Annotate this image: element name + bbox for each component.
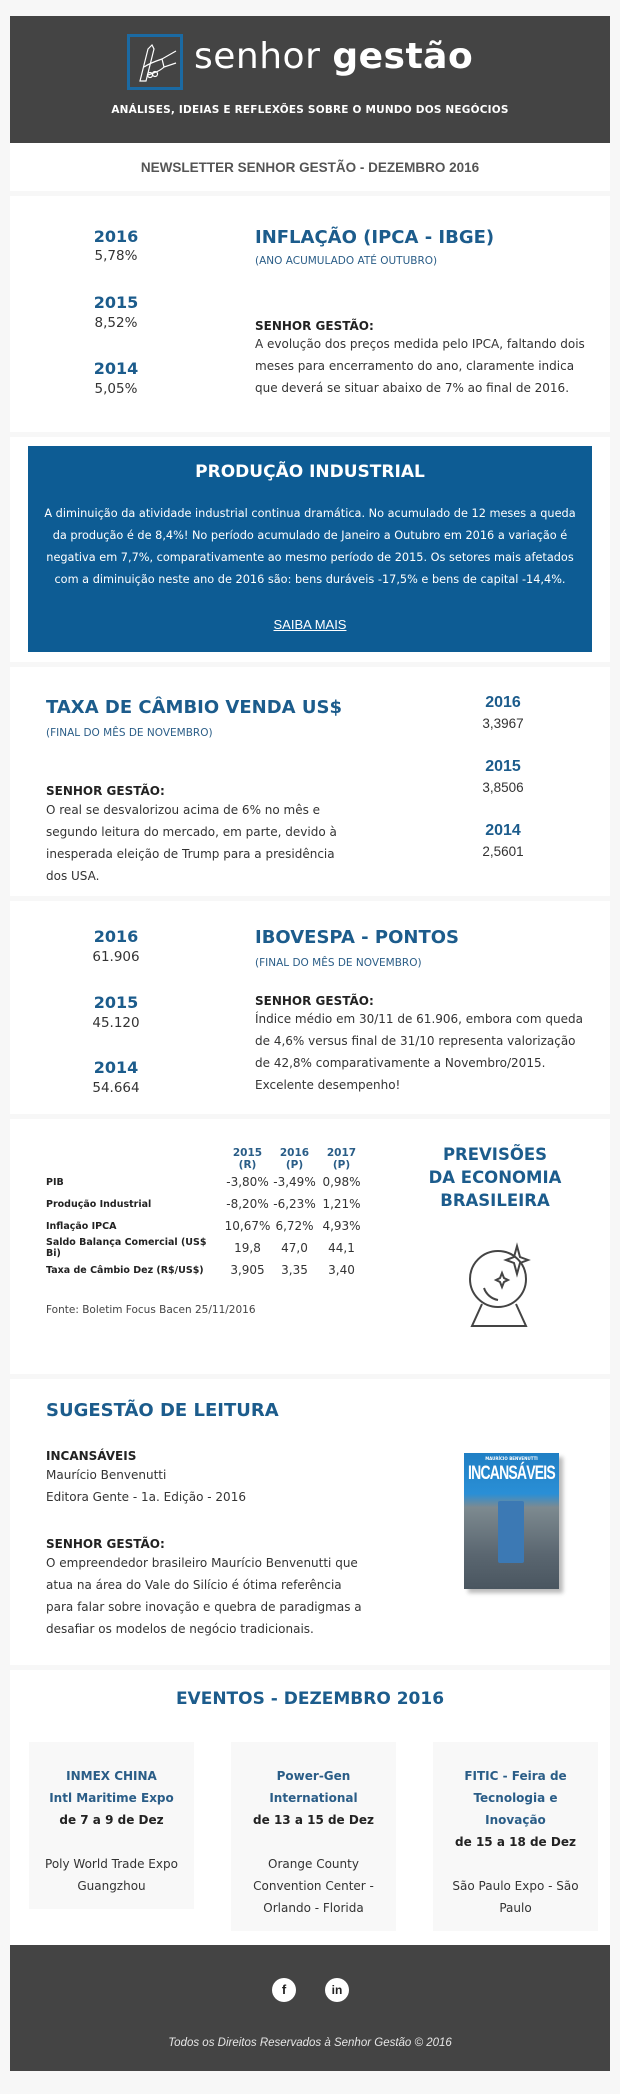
event-name: FITIC - Feira de: [464, 1769, 567, 1783]
forecast-row: [46, 1193, 365, 1215]
ibovespa-year-2016: 2016: [93, 927, 139, 946]
crystal-ball-icon: [468, 1238, 538, 1330]
forecast-title-line: PREVISÕES: [442, 1145, 548, 1164]
forecast-row: [46, 1237, 365, 1259]
forecast-col-header: 2017 (P): [326, 1147, 357, 1171]
forecast-cell: 44,1: [328, 1241, 355, 1255]
inflation-year-2016: 2016: [93, 227, 139, 246]
ibovespa-comment: Índice médio em 30/11 de 61.906, embora com queda de 4,6% versus final de 31/10 representa valorização de 42,8% comparativamente a Novembro/2015. Excelente desempenho!: [255, 1012, 583, 1092]
tagline: ANÁLISES, IDEIAS E REFLEXÕES SOBRE O MUNDO DOS NEGÓCIOS: [111, 104, 509, 116]
book-title: INCANSÁVEIS: [46, 1449, 137, 1463]
logo-wordmark: [194, 36, 473, 77]
footer: [10, 1945, 610, 2071]
forecast-row: [46, 1259, 365, 1281]
event-date: de 15 a 18 de Dez: [455, 1835, 576, 1849]
ibovespa-value-2016: 61.906: [92, 949, 140, 965]
forecast-col-header: 2015 (R): [232, 1147, 263, 1171]
forecast-row: [46, 1215, 365, 1237]
event-name: Inovação: [485, 1813, 546, 1827]
forecast-col-header: 2016 (P): [279, 1147, 310, 1171]
event-location: Orange County: [268, 1857, 359, 1871]
forecast-cell: 47,0: [281, 1241, 308, 1255]
exchange-subtitle: (FINAL DO MÊS DE NOVEMBRO): [46, 727, 213, 739]
book-cover-figure: [498, 1501, 524, 1563]
exchange-comment-label: SENHOR GESTÃO:: [46, 784, 165, 798]
inflation-year-2015: 2015: [93, 293, 139, 312]
ibovespa-year-2015: 2015: [93, 993, 139, 1012]
ibovespa-year-2014: 2014: [93, 1058, 139, 1077]
ibovespa-section: [10, 901, 610, 1114]
event-location: Convention Center -: [253, 1879, 374, 1893]
production-title: PRODUÇÃO INDUSTRIAL: [195, 462, 425, 482]
forecast-cell: -8,20%: [226, 1197, 269, 1211]
forecast-title-line: DA ECONOMIA: [428, 1168, 562, 1187]
forecast-cell: -3,80%: [226, 1175, 269, 1189]
logo-light-text: senhor: [194, 36, 321, 77]
exchange-title: TAXA DE CÂMBIO VENDA US$: [46, 697, 342, 718]
forecast-row: [46, 1171, 365, 1193]
forecast-cell: 10,67%: [224, 1219, 271, 1233]
exchange-comment: O real se desvalorizou acima de 6% no mês e segundo leitura do mercado, em parte, devido à inesperada eleição de Trump para a presidência dos USA.: [46, 803, 337, 883]
reading-comment-label: SENHOR GESTÃO:: [46, 1537, 165, 1551]
book-publisher: Editora Gente - 1a. Edição - 2016: [46, 1490, 246, 1504]
event-card[interactable]: [433, 1742, 598, 1931]
forecast-cell: 3,40: [328, 1263, 355, 1277]
forecast-header-row: [46, 1147, 365, 1171]
linkedin-icon[interactable]: in: [325, 1978, 349, 2002]
forecast-row-label: PIB: [46, 1176, 64, 1188]
ibovespa-subtitle: (FINAL DO MÊS DE NOVEMBRO): [255, 957, 422, 969]
copyright-text: Todos os Direitos Reservados à Senhor Gestão © 2016: [168, 2037, 452, 2049]
forecast-cell: -3,49%: [273, 1175, 316, 1189]
production-section: [28, 446, 592, 652]
inflation-comment-label: SENHOR GESTÃO:: [255, 319, 374, 333]
logo-hand-pen-icon: [127, 34, 183, 90]
forecast-cell: 3,35: [281, 1263, 308, 1277]
forecast-cell: 3,905: [230, 1263, 265, 1277]
forecast-cell: 4,93%: [322, 1219, 361, 1233]
event-name: International: [269, 1791, 358, 1805]
forecast-row-label: Saldo Balança Comercial (US$ Bi): [46, 1237, 207, 1259]
newsletter-title: NEWSLETTER SENHOR GESTÃO - DEZEMBRO 2016: [140, 160, 480, 175]
event-name: INMEX CHINA: [66, 1769, 157, 1783]
inflation-title: INFLAÇÃO (IPCA - IBGE): [255, 227, 495, 248]
forecast-cell: -6,23%: [273, 1197, 316, 1211]
saiba-mais-link[interactable]: SAIBA MAIS: [273, 617, 347, 632]
event-name: Intl Maritime Expo: [49, 1791, 174, 1805]
newsletter-title-bar: [10, 143, 610, 191]
event-card[interactable]: [29, 1742, 194, 1909]
book-author: Maurício Benvenutti: [46, 1468, 167, 1482]
event-location: Poly World Trade Expo: [45, 1857, 178, 1871]
ibovespa-value-2014: 54.664: [92, 1080, 140, 1096]
ibovespa-value-2015: 45.120: [92, 1015, 140, 1031]
exchange-section: [10, 667, 610, 896]
production-text: A diminuição da atividade industrial continua dramática. No acumulado de 12 meses a queda da produção é de 8,4%! No período acumulado de Janeiro a Outubro em 2016 a variação é negativa em 7,7%, comparativamente ao mesmo período de 2015. Os setores mais afetados com a diminuição neste ano de 2016 são: bens duráveis -17,5% e bens de capital -14,4%.: [44, 507, 576, 586]
forecast-table: [46, 1147, 365, 1281]
book-cover-author: MAURÍCIO BENVENUTTI: [485, 1456, 538, 1461]
inflation-subtitle: (ANO ACUMULADO ATÉ OUTUBRO): [255, 255, 438, 267]
event-date: de 7 a 9 de Dez: [59, 1813, 164, 1827]
inflation-value-2016: 5,78%: [94, 248, 138, 264]
exchange-year-2015: 2015: [485, 758, 521, 775]
forecast-row-label: Taxa de Câmbio Dez (R$/US$): [46, 1264, 204, 1276]
event-card[interactable]: [231, 1742, 396, 1931]
reading-comment: O empreendedor brasileiro Maurício Benvenutti que atua na área do Vale do Silício é ótima referência para falar sobre inovação e quebra de paradigmas a desafiar os modelos de negócio tradicionais.: [46, 1556, 362, 1636]
events-section: [10, 1670, 610, 1945]
exchange-value-2016: 3,3967: [482, 716, 524, 731]
ibovespa-comment-label: SENHOR GESTÃO:: [255, 994, 374, 1008]
event-location: São Paulo Expo - São: [452, 1879, 579, 1893]
facebook-icon[interactable]: f: [272, 1978, 296, 2002]
event-location: Orlando - Florida: [263, 1901, 364, 1915]
event-location: Guangzhou: [77, 1879, 146, 1893]
event-date: de 13 a 15 de Dez: [253, 1813, 374, 1827]
inflation-section: [10, 196, 610, 432]
event-name: Tecnologia e: [473, 1791, 558, 1805]
exchange-year-2016: 2016: [485, 694, 521, 711]
reading-title: SUGESTÃO DE LEITURA: [46, 1400, 279, 1421]
inflation-comment: A evolução dos preços medida pelo IPCA, faltando dois meses para encerramento do ano, claramente indica que deverá se situar abaixo de 7% ao final de 2016.: [255, 337, 585, 395]
reading-section: [10, 1379, 610, 1665]
forecast-cell: 19,8: [234, 1241, 261, 1255]
event-name: Power-Gen: [276, 1769, 351, 1783]
exchange-value-2015: 3,8506: [482, 780, 524, 795]
forecast-cell: 0,98%: [322, 1175, 361, 1189]
header-banner: [10, 16, 610, 143]
forecast-title-line: BRASILEIRA: [440, 1191, 550, 1210]
forecast-cell: 1,21%: [322, 1197, 361, 1211]
forecast-source: Fonte: Boletim Focus Bacen 25/11/2016: [46, 1304, 256, 1316]
forecast-title: [420, 1143, 570, 1212]
events-title: EVENTOS - DEZEMBRO 2016: [175, 1689, 445, 1709]
exchange-year-2014: 2014: [485, 822, 521, 839]
forecast-cell: 6,72%: [275, 1219, 314, 1233]
ibovespa-title: IBOVESPA - PONTOS: [255, 927, 460, 948]
book-cover-image[interactable]: [464, 1453, 559, 1589]
forecast-row-label: Produção Industrial: [46, 1198, 152, 1210]
forecast-section: [10, 1119, 610, 1374]
forecast-row-label: Inflação IPCA: [46, 1220, 117, 1232]
exchange-value-2014: 2,5601: [482, 844, 524, 859]
inflation-value-2015: 8,52%: [94, 315, 138, 331]
inflation-value-2014: 5,05%: [94, 381, 138, 397]
book-cover-title: INCANSÁVEIS: [468, 1460, 555, 1484]
event-location: Paulo: [499, 1901, 532, 1915]
logo-bold-text: gestão: [332, 36, 474, 77]
inflation-year-2014: 2014: [93, 359, 139, 378]
